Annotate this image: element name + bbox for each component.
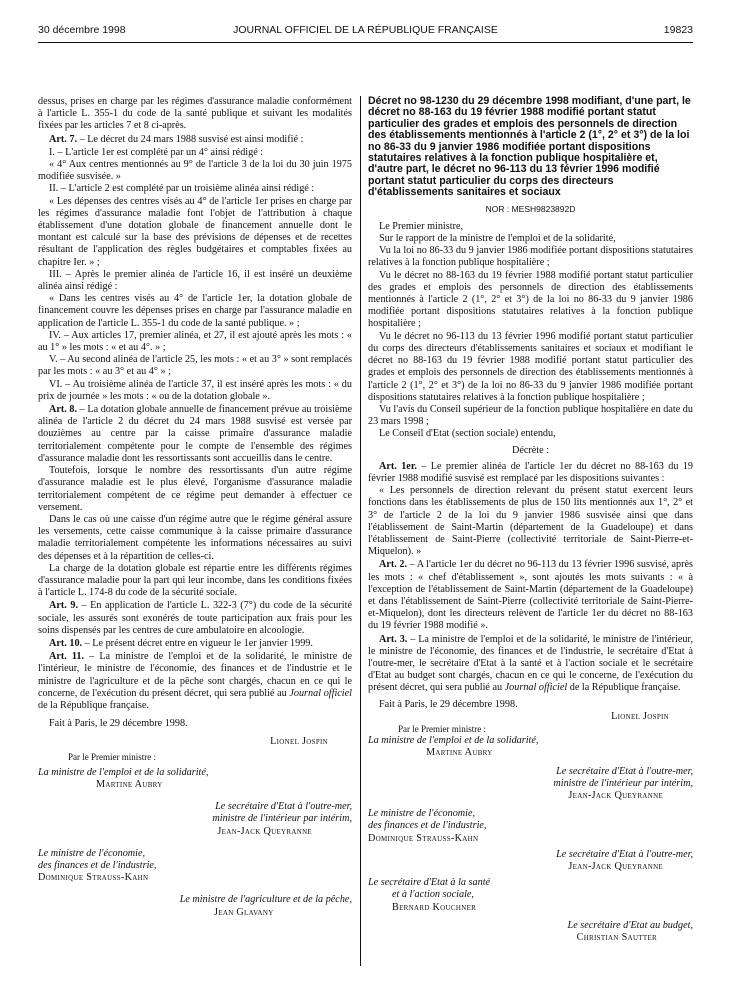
article-text: – La ministre de l'emploi et de la solidarité, le ministre de l'intérieur, le ministre de l'économie, des finances et de l'industrie, le secrétaire d'Etat à l'outre-mer, le secrétaire d'Etat à la santé et à l'action sociale et le secrétaire d'Etat au budget sont chargés, chacun en ce qui le concerne, de l'exécution du présent décret, qui sera publié au	[368, 633, 693, 694]
role-text: des finances et de l'industrie,	[38, 859, 157, 871]
role-text: et à l'action sociale,	[392, 889, 474, 901]
paragraph: « Dans les centres visés au 4° de l'article 1er, la dotation globale de financement couvre les dépenses prises en charge par l'assurance maladie en application de l'article L. 355-1 du code de la santé publique. » ;	[38, 293, 352, 329]
signatory-role	[38, 860, 352, 872]
journal-officiel-ref: Journal officiel	[289, 687, 352, 699]
role-text: ministre de l'intérieur par intérim,	[553, 777, 693, 789]
signatory-role	[38, 801, 352, 813]
paragraph: Sur le rapport de la ministre de l'emploi et de la solidarité,	[379, 233, 616, 245]
decrete-heading: Décrète :	[511, 444, 550, 456]
article-text: – La dotation globale annuelle de financement prévue au troisième alinéa de l'article 2 du décret du 24 mars 1988 susvisé est versée par douzièmes au centre par la caisse primaire d'assurance maladie territorialement compétente pour le compte de l'ensemble des régimes d'assurance maladie dont les ressortissants sont accueillis dans le centre.	[38, 404, 352, 464]
paragraph: « Les personnels de direction relevant du présent statut exercent leurs fonctions dans les établissements de plus de 150 lits mentionnés aux 1°, 2° et 3° de l'article 2 de la loi du 9 janvier 1986 susvisée ainsi que dans l'établissement de Saint-Martin (département de la Guadeloupe) et dans l'établissement de Saint-Pierre (collectivité territoriale de Saint-Pierre-et-Miquelon). »	[368, 485, 693, 558]
signatory-name: Jean Glavany	[214, 906, 274, 918]
signatory-role	[38, 894, 352, 906]
signatory-name: Martine Aubry	[96, 778, 163, 790]
signatory-name: Jean-Jack Queyranne	[568, 790, 663, 801]
paragraph: Vu le décret no 88-163 du 19 février 1988 modifié portant statut particulier des grades et emplois des personnels de direction des établissements mentionnés à l'article 2 (1°, 2° et 3°) de la loi no 86-33 du 9 janvier 1986 modifiée portant dispositions statutaires relatives à la fonction publique hospitalière ;	[368, 269, 693, 330]
article-text: – A l'article 1er du décret no 96-113 du 13 février 1996 susvisé, après les mots : « chef d'établissement », sont ajoutés les mots suivants : « à l'exception de l'établissement de Saint-Martin (département de la Guadeloupe) et dans l'établissement de Saint-Pierre (collectivité territoriale de Saint-Pierre-et-Miquelon), dont les directeurs relèvent de l'article 1er du décret no 88-163 du 19 février 1988 modifié ».	[368, 559, 693, 632]
signatory-name: Jean-Jack Queyranne	[568, 861, 663, 873]
role-text: des finances et de l'industrie,	[368, 820, 487, 832]
role-text: Le secrétaire d'Etat à l'outre-mer,	[556, 848, 693, 860]
nor-reference: NOR : MESH9823892D	[485, 203, 576, 214]
paragraph: IV. – Aux articles 17, premier alinéa, et 27, il est ajouté après les mots : « au 1° » les mots : « et au 4°. » ;	[38, 329, 352, 354]
signatory-name: Dominique Strauss-Kahn	[368, 832, 479, 844]
header-page-number: 19823	[663, 24, 693, 36]
signatory-role	[368, 766, 693, 778]
role-text: Le secrétaire d'Etat à l'outre-mer,	[556, 765, 693, 777]
paragraph: La charge de la dotation globale est répartie entre les différents régimes d'assurance maladie pour la part qui leur incombe, dans les conditions fixées à l'article L. 174-8 du code de la sécurité sociale.	[38, 562, 352, 599]
header-rule	[38, 42, 693, 43]
left-column	[38, 96, 352, 919]
article-8	[38, 404, 352, 465]
article-1	[368, 461, 693, 485]
signature-intro: Par le Premier ministre :	[398, 723, 486, 734]
signatory-role	[368, 820, 693, 832]
role-text: Le secrétaire d'Etat à l'outre-mer,	[215, 801, 352, 813]
role-text: La ministre de l'emploi et de la solidarité,	[368, 735, 539, 747]
signatory-role	[368, 808, 693, 820]
article-text-end: de la République française.	[38, 699, 149, 711]
article-label: Art. 9.	[49, 600, 78, 612]
article-label: Art. 3.	[379, 633, 408, 645]
header-journal-title: JOURNAL OFFICIEL DE LA RÉPUBLIQUE FRANÇAISE	[233, 24, 498, 36]
date-line: Fait à Paris, le 29 décembre 1998.	[49, 718, 188, 730]
article-text: – Le décret du 24 mars 1988 susvisé est ainsi modifié :	[77, 133, 304, 145]
article-text: – En application de l'article L. 322-3 (7°) du code de la sécurité sociale, les assurés sont exonérés de toute participation aux frais pour les soins dispensés par les centres de cure ambulatoire en alcoologie.	[38, 600, 352, 636]
paragraph: III. – Après le premier alinéa de l'article 16, il est inséré un deuxième alinéa ainsi rédigé :	[38, 268, 352, 293]
signatory-role	[368, 735, 693, 747]
paragraph: I. – L'article 1er est complété par un 4° ainsi rédigé :	[49, 146, 264, 158]
article-label: Art. 1er.	[379, 460, 417, 472]
paragraph: « 4° Aux centres mentionnés au 9° de l'article 3 de la loi du 30 juin 1975 modifiée susvisée. »	[38, 159, 352, 183]
paragraph: dessus, prises en charge par les régimes d'assurance maladie conformément à l'article L. 355-1 du code de la santé publique et suivant les modalités fixées par les articles 7 et 8 ci-après.	[38, 96, 352, 132]
article-label: Art. 10.	[49, 637, 83, 649]
signatory-role	[368, 877, 693, 889]
signatory-name: Dominique Strauss-Kahn	[38, 872, 149, 884]
right-column	[368, 96, 693, 944]
paragraph: Vu la loi no 86-33 du 9 janvier 1986 modifiée portant dispositions statutaires relatives à la fonction publique hospitalière ;	[368, 245, 693, 269]
signatory-name: Martine Aubry	[426, 747, 493, 759]
paragraph: Le Conseil d'Etat (section sociale) entendu,	[379, 428, 556, 440]
signatory-role	[368, 889, 693, 901]
article-text: – Le présent décret entre en vigueur le 1er janvier 1999.	[82, 637, 313, 649]
paragraph: Vu l'avis du Conseil supérieur de la fonction publique hospitalière en date du 23 mars 1998 ;	[368, 403, 693, 428]
paragraph: V. – Au second alinéa de l'article 25, les mots : « et au 3° » sont remplacés par les mots : « au 3° et au 4° » ;	[38, 354, 352, 378]
signatory-role	[38, 767, 352, 779]
page-header	[38, 24, 693, 40]
signatory-name: Lionel Jospin	[270, 736, 328, 748]
article-label: Art. 11.	[49, 651, 85, 663]
article-text-end: de la République française.	[567, 682, 681, 694]
paragraph: Vu le décret no 96-113 du 13 février 1996 modifié portant statut particulier du corps des directeurs d'établissements sanitaires et sociaux et modifiant le décret no 88-163 du 19 février 1988 modifié portant statut particulier des grades et emplois des personnels de direction des établissements mentionnés à l'article 2 (1°, 2° et 3°) de la loi no 86-33 du 9 janvier 1986 modifiée portant dispositions statutaires relatives à la fonction publique hospitalière ;	[368, 330, 693, 403]
header-date: 30 décembre 1998	[38, 24, 126, 36]
article-text: – Le premier alinéa de l'article 1er du décret no 88-163 du 19 février 1988 modifié susvisé est remplacé par les dispositions suivantes :	[368, 460, 693, 484]
role-text: Le ministre de l'agriculture et de la pêche,	[179, 894, 352, 906]
signatory-role	[368, 920, 693, 932]
paragraph: « Les dépenses des centres visés au 4° de l'article 1er prises en charge par les régimes d'assurance maladie font l'objet de l'attribution à chaque établissement d'une dotation globale de financement annuelle dont le montant est calculé sur la base des prévisions de dépenses et de recettes résultant de l'application des règles budgétaires et comptables fixées au chapitre Ier. » ;	[38, 195, 352, 268]
paragraph: Le Premier ministre,	[379, 220, 464, 232]
article-text: – La ministre de l'emploi et de la solidarité, le ministre de l'intérieur, le ministre de l'économie, des finances et de l'industrie et le ministre de l'agriculture et de la pêche sont chargés, chacun en ce qui le concerne, de l'exécution du présent décret, qui sera publié au	[38, 651, 352, 699]
article-3	[368, 634, 693, 695]
article-label: Art. 7.	[49, 133, 78, 145]
article-10	[38, 638, 352, 650]
article-2	[368, 559, 693, 632]
article-label: Art. 8.	[49, 404, 78, 416]
paragraph: Dans le cas où une caisse d'un régime autre que le régime général assure les versements, cette caisse communique à la caisse primaire d'assurance maladie territorialement compétente les informations nécessaires au suivi des dépenses et à la répartition de celles-ci.	[38, 513, 352, 562]
column-divider	[360, 96, 361, 966]
date-line: Fait à Paris, le 29 décembre 1998.	[379, 698, 518, 710]
paragraph: VI. – Au troisième alinéa de l'article 37, il est inséré après les mots : « du prix de journée » les mots : « ou de la dotation globale ».	[38, 378, 352, 402]
signatory-role	[368, 849, 693, 861]
article-9	[38, 600, 352, 637]
signatory-name: Christian Sautter	[576, 932, 657, 944]
signature-intro: Par le Premier ministre :	[68, 751, 156, 762]
role-text: Le secrétaire d'Etat à la santé	[368, 877, 491, 889]
decree-title: Décret no 98-1230 du 29 décembre 1998 modifiant, d'une part, le décret no 88-163 du 19 février 1988 modifié portant statut particulier des grades et emplois des personnels de direction des établissements mentionnés à l'article 2 (1°, 2° et 3°) de la loi no 86-33 du 9 janvier 1986 modifiée portant dispositions statutaires relatives à la fonction publique hospitalière et, d'autre part, le décret no 96-113 du 13 février 1996 modifié portant statut particulier du corps des directeurs d'établissements sanitaires et sociaux	[368, 95, 691, 199]
role-text: ministre de l'intérieur par intérim,	[212, 813, 352, 825]
signatory-role	[38, 848, 352, 860]
signatory-role	[368, 778, 693, 790]
signatory-name: Lionel Jospin	[611, 710, 669, 722]
article-7	[38, 134, 352, 146]
role-text: Le ministre de l'économie,	[368, 808, 476, 820]
signatory-name: Jean-Jack Queyranne	[217, 825, 312, 837]
signatory-name: Bernard Kouchner	[392, 901, 477, 913]
role-text: Le ministre de l'économie,	[38, 847, 146, 859]
paragraph: Toutefois, lorsque le nombre des ressortissants d'un autre régime d'assurance maladie est le plus élevé, l'organisme d'assurance maladie territorialement compétent de ce régime peut demander à effectuer ce versement.	[38, 465, 352, 513]
journal-officiel-ref: Journal officiel	[504, 682, 568, 694]
role-text: Le secrétaire d'Etat au budget,	[567, 919, 693, 931]
article-label: Art. 2.	[379, 559, 408, 571]
role-text: La ministre de l'emploi et de la solidarité,	[38, 766, 209, 778]
paragraph: II. – L'article 2 est complété par un troisième alinéa ainsi rédigé :	[49, 183, 315, 195]
signatory-role	[38, 813, 352, 825]
article-11	[38, 651, 352, 712]
